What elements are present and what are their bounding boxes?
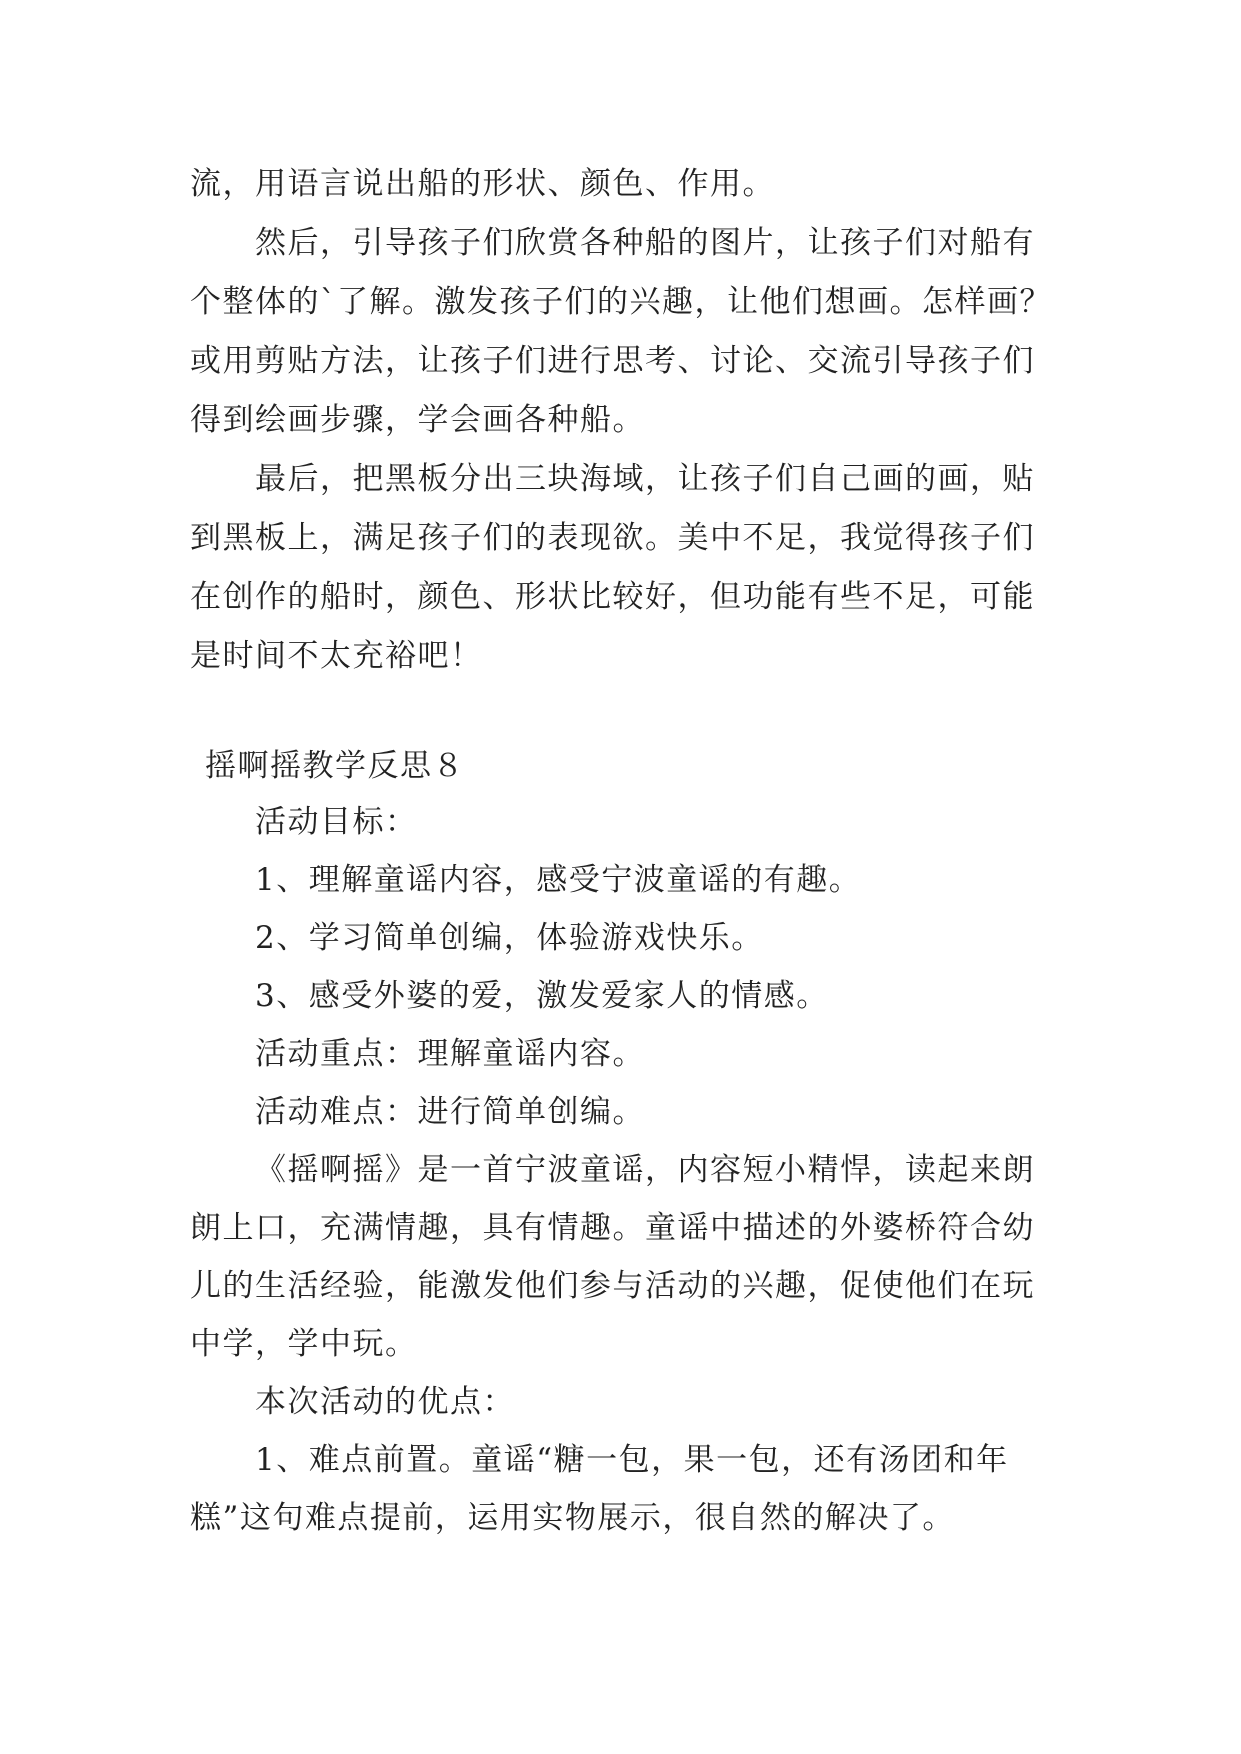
body-line: 儿的生活经验，能激发他们参与活动的兴趣，促使他们在玩 [190,1268,1035,1304]
list-item: 1、理解童谣内容，感受宁波童谣的有趣。 [255,862,862,898]
paragraph-line: 《摇啊摇》是一首宁波童谣，内容短小精悍，读起来朗 [255,1152,1035,1188]
paragraph-line: 1、难点前置。童谣“糖一包，果一包，还有汤团和年 [255,1442,1009,1478]
body-line: 糕”这句难点提前，运用实物展示，很自然的解决了。 [190,1500,955,1536]
paragraph-line: 本次活动的优点： [255,1384,515,1420]
list-item: 3、感受外婆的爱，激发爱家人的情感。 [255,978,829,1014]
body-line: 得到绘画步骤，学会画各种船。 [190,402,645,438]
body-line: 流，用语言说出船的形状、颜色、作用。 [190,166,775,202]
paragraph-line: 活动目标： [255,804,418,840]
body-line: 中学，学中玩。 [190,1326,418,1362]
list-item: 2、学习简单创编，体验游戏快乐。 [255,920,764,956]
paragraph-line: 然后，引导孩子们欣赏各种船的图片，让孩子们对船有 [255,225,1035,261]
paragraph-line: 活动重点：理解童谣内容。 [255,1036,645,1072]
body-line: 或用剪贴方法，让孩子们进行思考、讨论、交流引导孩子们 [190,343,1035,379]
body-line: 个整体的`了解。激发孩子们的兴趣，让他们想画。怎样画？ [190,284,1052,320]
body-line: 是时间不太充裕吧！ [190,638,483,674]
body-line: 在创作的船时，颜色、形状比较好，但功能有些不足，可能 [190,579,1035,615]
paragraph-line: 最后，把黑板分出三块海域，让孩子们自己画的画，贴 [255,461,1035,497]
body-line: 到黑板上，满足孩子们的表现欲。美中不足，我觉得孩子们 [190,520,1035,556]
body-line: 朗上口，充满情趣，具有情趣。童谣中描述的外婆桥符合幼 [190,1210,1035,1246]
section-heading: 摇啊摇教学反思８ [205,748,465,784]
paragraph-line: 活动难点：进行简单创编。 [255,1094,645,1130]
